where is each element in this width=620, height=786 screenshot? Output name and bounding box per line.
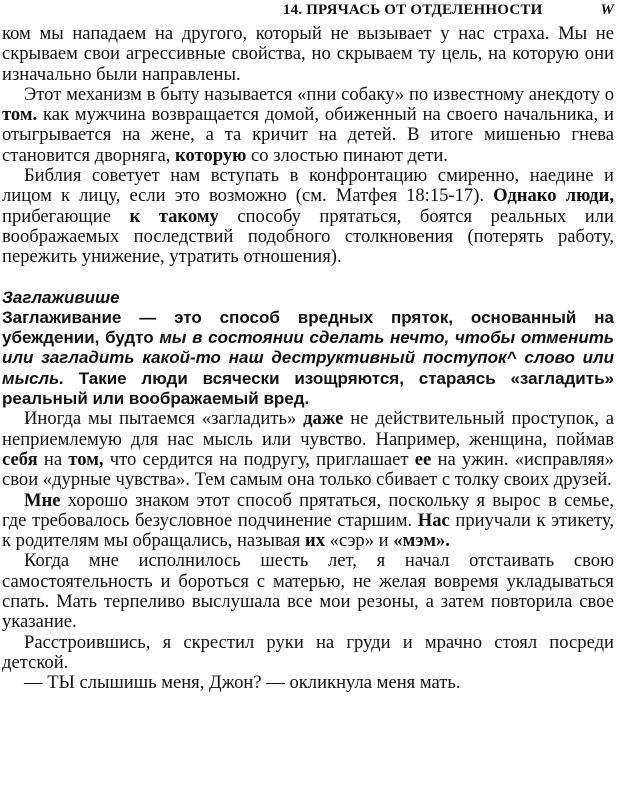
- text-run: Библия советует нам вступать в конфронтацию смиренно, наедине и лицом к лицу, если это возможно (см. Матфея 18:15-17).: [2, 165, 614, 207]
- bold-run: которую: [175, 144, 247, 166]
- section-title: Заглаживише: [2, 287, 120, 307]
- paragraph: [2, 24, 614, 85]
- text-run: способу прятаться, боятся реальных или воображаемых последствий подобного столкновения (потерять работу, пережить унижение, утратить отношения).: [2, 205, 614, 268]
- paragraph-text: — ТЫ слышишь меня, Джон? — окликнула меня мать.: [24, 672, 461, 694]
- text-run: хорошо знаком этот способ прятаться, поскольку я вырос в семье, где требовалось безусловное подчинение старшим.: [2, 489, 614, 531]
- paragraph: [2, 673, 614, 693]
- text-run: Заглаживание — это способ вредных пряток, основанный на убеждении, будто: [2, 307, 614, 348]
- text-run: Этот механизм в быту называется «пни собаку» по известному анекдоту о: [24, 83, 614, 105]
- italic-run: мы в состоянии сделать нечто, чтобы отменить или загладить какой-то наш деструктивный поступок^ слово или мысль.: [2, 328, 614, 388]
- text-run: Такие люди всячески изощряются, стараясь «загладить» реальный или воображаемый вред.: [2, 368, 614, 409]
- paragraph: [2, 85, 614, 166]
- chapter-title: 14. ПРЯЧАСЬ ОТ ОТДЕЛЕННОСТИ: [282, 2, 543, 18]
- paragraph: [2, 551, 614, 632]
- text-run: как мужчина возвращается домой, обиженный на своего начальника, и отыгрывается на жене, а та кричит на детей. В итоге мишенью гнева становится дворняга,: [2, 104, 614, 166]
- text-run: что сердится на подругу, приглашает: [103, 448, 415, 470]
- text-run: на: [37, 448, 69, 470]
- bold-run: Мне: [24, 489, 61, 511]
- paragraph-text: Расстроившись, я скрестил руки на груди и мрачно стоял посреди детской.: [2, 631, 614, 673]
- bold-run: их: [305, 530, 326, 552]
- page-mark: W: [600, 2, 614, 18]
- spacer: [2, 268, 614, 288]
- paragraph-text: ком мы нападаем на другого, который не вызывает у нас страха. Мы не скрываем свои агрессивные свойства, но скрываем ту цель, на которую они изначально были направлены.: [2, 23, 614, 85]
- bold-run: к такому: [129, 205, 219, 227]
- bold-run: даже: [303, 408, 344, 430]
- paragraph: [2, 633, 614, 674]
- section-definition: [2, 308, 614, 409]
- text-run: Иногда мы пытаемся «загладить»: [24, 408, 304, 430]
- paragraph-text: Когда мне исполнилось шесть лет, я начал отстаивать свою самостоятельность и бороться с матерью, не желая вовремя укладываться спать. Мать терпеливо выслушала все мои резоны, а затем повторила свое указание.: [2, 550, 614, 633]
- text-run: приучали к этикету, к родителям мы обращались, называя: [2, 509, 614, 552]
- bold-run: себя: [2, 448, 38, 470]
- paragraph: [2, 409, 614, 490]
- paragraph: [2, 166, 614, 267]
- running-header: [0, 2, 614, 19]
- bold-run: ее: [414, 448, 432, 470]
- paragraph: [2, 491, 614, 552]
- text-run: прибегающие: [2, 205, 130, 227]
- page-body: [2, 24, 614, 694]
- text-run: «сэр» и: [325, 530, 394, 552]
- bold-run: том,: [68, 448, 104, 470]
- bold-run: Нас: [417, 509, 450, 531]
- bold-run: «мэм».: [393, 530, 450, 552]
- text-run: со злостью пинают дети.: [246, 144, 448, 166]
- text-run: не действительный проступок, а неприемлемую для нас мысль или чувство. Например, женщина, поймав: [2, 408, 614, 450]
- text-run: на ужин. «исправляя» свои «дурные чувства». Тем самым она только сбивает с толку своих друзей.: [2, 448, 614, 491]
- bold-run: Однако люди,: [493, 185, 614, 207]
- bold-run: том.: [2, 104, 38, 126]
